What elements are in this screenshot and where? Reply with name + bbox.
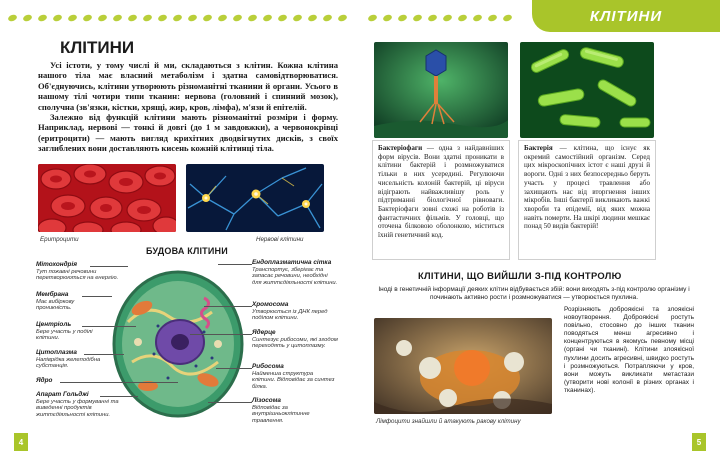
pointer-line <box>90 266 128 267</box>
erythrocytes-photo <box>38 164 176 232</box>
decorative-dots <box>368 8 526 22</box>
label-er-name: Ендоплазматична сітка <box>252 259 332 266</box>
pointer-line <box>82 296 112 297</box>
label-chromosome-name: Хромосома <box>252 301 289 308</box>
label-membrane-name: Мембрана <box>36 291 69 298</box>
label-chromosome-desc: Утворюється із ДНК перед поділом клітини. <box>252 308 328 322</box>
erythrocytes-caption: Еритроцити <box>40 236 79 243</box>
label-centriole <box>36 322 106 342</box>
page-number-right: 5 <box>692 433 706 451</box>
label-er <box>252 260 338 286</box>
pointer-line <box>204 306 252 307</box>
bacteria-term: Бактерія <box>524 144 553 152</box>
label-cytoplasm <box>36 350 108 370</box>
nerve-cells-caption: Нервові клітини <box>256 236 304 243</box>
pointer-line <box>216 368 252 369</box>
cell-structure-title: БУДОВА КЛІТИНИ <box>146 246 228 256</box>
pointer-line <box>208 402 252 403</box>
label-membrane <box>36 292 106 312</box>
label-ribosome-desc: Найменша структура клітини. Відповідає за синтез білка. <box>252 370 335 390</box>
cell-illustration <box>108 262 248 422</box>
bacteriophage-desc: — одна з найдавніших форм вірусів. Вони здатні проникати в клітини бактерій і розмножуватися тільки в них усередині. Регулюючи чисельність колоній бактерій, ці віруси відіграють найважливішу роль у підтриманні біологічної рівноваги. Бактеріофаги зовні схожі на роботів із фантастичних фільмів. У головці, що оточена білковою оболонкою, міститься їхній генетичний код. <box>378 144 504 240</box>
label-centriole-name: Центріоль <box>36 321 72 328</box>
label-cytoplasm-name: Цитоплазма <box>36 349 77 356</box>
label-er-desc: Транспортує, зберігає та запасає речовини, необхідні для життєдіяльності клітини. <box>252 266 338 286</box>
lymphocyte-caption: Лімфоцити знайшли й атакують ракову клітину <box>376 418 521 425</box>
bacteria-image <box>520 42 654 138</box>
intro-text <box>38 60 338 154</box>
label-mitochondria-desc: Тут пожавні речовини перетворюються на енергію. <box>36 268 119 282</box>
cancer-intro-text: Іноді в генетичній інформації деяких клітин відбувається збій: вони виходять з-під контролю організму і починають активно рости і розмножуватися — утворюється пухлина. <box>378 286 690 301</box>
label-lysosome-desc: Відповідає за внутрішньоклітинне травлення. <box>252 404 310 424</box>
decorative-dots <box>8 8 358 22</box>
pointer-line <box>60 382 178 383</box>
pointer-line <box>100 396 138 397</box>
pointer-line <box>82 326 136 327</box>
nerve-cells-photo <box>186 164 324 232</box>
lymphocyte-photo <box>374 318 552 414</box>
label-nucleolus-desc: Синтезує рибосоми, які згодом переходять у цитоплазму. <box>252 336 338 350</box>
label-centriole-desc: Бере участь у поділі клітини. <box>36 328 93 342</box>
label-membrane-desc: Має вибіркову проникність. <box>36 298 75 312</box>
nerve-cells-image <box>186 164 324 232</box>
pointer-line <box>218 264 252 265</box>
chapter-tab <box>532 0 720 32</box>
chapter-tab-title: КЛІТИНИ <box>589 7 663 25</box>
bacteria-text <box>524 144 650 231</box>
label-ribosome-name: Рибосома <box>252 363 284 370</box>
label-mitochondria <box>36 262 122 282</box>
cancer-body-text: Розрізняють доброякісні та злоякісні новоутворення. Доброякісні ростуть повільно, стосовно до інших тканин поводяться менш агресивно і концентруються в якомусь певному місці (органі чи тканині). Клітини злоякісної пухлини досить агресивні, швидко ростуть і розмножуються. Потрапляючи у кров, вони можуть викликати метастази (утворити нові колонії в різних органах і тканинах). <box>564 306 694 394</box>
page-heading: КЛІТИНИ <box>60 38 135 57</box>
bacteria-desc: — клітина, що існує як окремий самостійний організм. Серед цих мікроскопічних істот є наші друзі й вороги. Одні з них безпосередньо беруть участь у процесі травлення або захищають нас від вторгнення інших мікробів. Інші бактерії викликають важкі хвороби та епідемії, від яких можна навіть померти. На шкірі людини мешкає понад 50 видів бактерій! <box>524 144 650 231</box>
label-nucleolus <box>252 330 338 350</box>
label-ribosome <box>252 364 338 390</box>
label-golgi-desc: Бере участь у формуванні та виведенні продуктів життєдіяльності клітини. <box>36 398 119 418</box>
bacteriophage-photo <box>374 42 508 138</box>
label-lysosome-name: Лізосома <box>252 397 281 404</box>
label-lysosome <box>252 398 338 424</box>
intro-paragraph-1: Усі істоти, у тому числі й ми, складаються з клітин. Кожна клітина нашого тіла має власний метаболізм і здатна самовідтворюватися. Об'єднуючись, клітини утворюють різноманітні тканини й органи. Усього в нашому тілі чотири типи тканин: нервова (головний і спинний мозок), сполучна (зв'язки, кістки, хрящі, жир, кров, лімфа), м'язи й епітелій. <box>38 60 338 112</box>
intro-paragraph-2: Залежно від функцій клітини мають різноманітні розміри і форму. Наприклад, нервові — тонкі й довгі (до 1 м завдовжки), а червонокрівці (еритроцити) — мають вигляд крихітних дводвігнутих дисків, з своїх заглиблених вони доставляють кисень кожній клітинці тіла. <box>38 112 338 154</box>
bacteriophage-image <box>374 42 508 138</box>
bacteriophage-term: Бактеріофаги <box>378 144 423 152</box>
label-nucleus-name: Ядро <box>36 377 53 384</box>
cancer-section-title: КЛІТИНИ, ЩО ВИЙШЛИ З-ПІД КОНТРОЛЮ <box>418 270 622 281</box>
bacteria-photo <box>520 42 654 138</box>
erythrocytes-image <box>38 164 176 232</box>
label-mitochondria-name: Мітохондрія <box>36 261 77 268</box>
pointer-line <box>84 354 124 355</box>
label-nucleolus-name: Ядерце <box>252 329 276 336</box>
label-cytoplasm-desc: Напіврідка желеподібна субстанція. <box>36 356 101 370</box>
bacteriophage-text <box>378 144 504 240</box>
label-golgi-name: Апарат Гольджі <box>36 391 89 398</box>
cell-diagram <box>108 262 248 422</box>
lymphocyte-image <box>374 318 552 414</box>
label-chromosome <box>252 302 338 322</box>
page-number-left: 4 <box>14 433 28 451</box>
pointer-line <box>190 334 252 335</box>
